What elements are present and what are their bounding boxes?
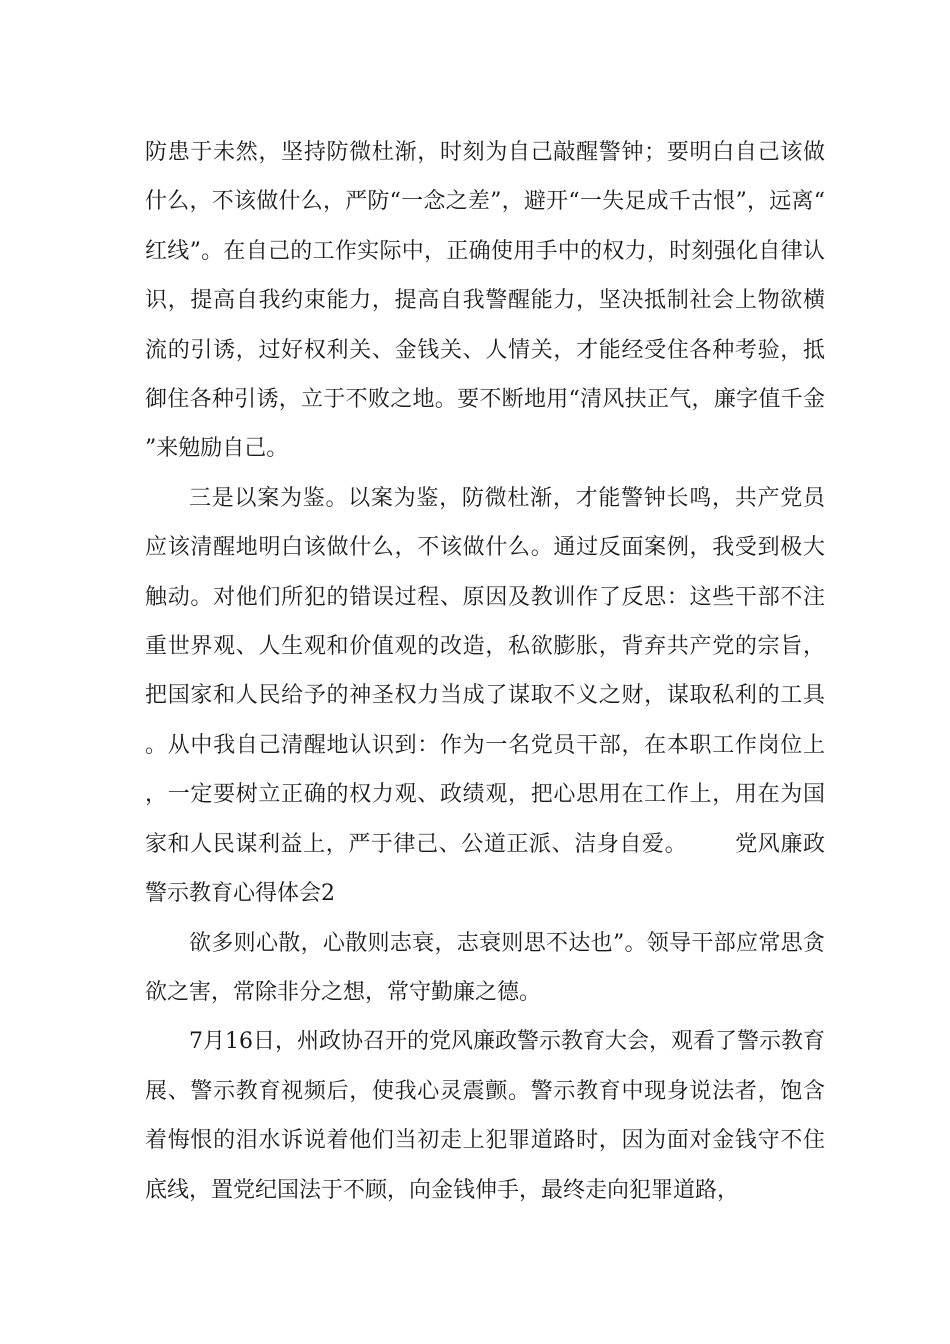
paragraph-3-text: 欲多则心散，心散则志衰，志衰则思不达也”。领导干部应常思贪欲之害，常除非分之想，常守勤廉之德。 [145, 930, 825, 1005]
paragraph-4 [145, 1017, 825, 1215]
document-body [145, 128, 825, 1215]
paragraph-2-text: 三是以案为鉴。以案为鉴，防微杜渐，才能警钟长鸣，共产党员应该清醒地明白该做什么，不该做什么。通过反面案例，我受到极大触动。对他们所犯的错误过程、原因及教训作了反思：这些干部不注重世界观、人生观和价值观的改造，私欲膨胀，背弃共产党的宗旨，把国家和人民给予的神圣权力当成了谋取不义之财，谋取私利的工具。从中我自己清醒地认识到：作为一名党员干部，在本职工作岗位上，一定要树立正确的权力观、政绩观，把心思用在工作上，用在为国家和人民谋利益上，严于律己、公道正派、洁身自爱。 [145, 485, 825, 857]
paragraph-3 [145, 919, 825, 1018]
paragraph-4-text: 7月16日，州政协召开的党风廉政警示教育大会，观看了警示教育展、警示教育视频后，使我心灵震颤。警示教育中现身说法者，饱含着悔恨的泪水诉说着他们当初走上犯罪道路时，因为面对金钱守不住底线，置党纪国法于不顾，向金钱伸手，最终走向犯罪道路， [145, 1029, 825, 1203]
paragraph-1 [145, 128, 825, 474]
paragraph-2 [145, 474, 825, 919]
section-title-inline: 党风廉政警示教育心得体会2 [145, 831, 825, 907]
paragraph-1-text: 防患于未然，坚持防微杜渐，时刻为自己敲醒警钟；要明白自己该做什么，不该做什么，严防“一念之差”，避开“一失足成千古恨”，远离“红线”。在自己的工作实际中，正确使用手中的权力，时刻强化自律认识，提高自我约束能力，提高自我警醒能力，坚决抵制社会上物欲横流的引诱，过好权利关、金钱关、人情关，才能经受住各种考验，抵御住各种引诱，立于不败之地。要不断地用“清风扶正气，廉字值千金”来勉励自己。 [145, 140, 825, 462]
